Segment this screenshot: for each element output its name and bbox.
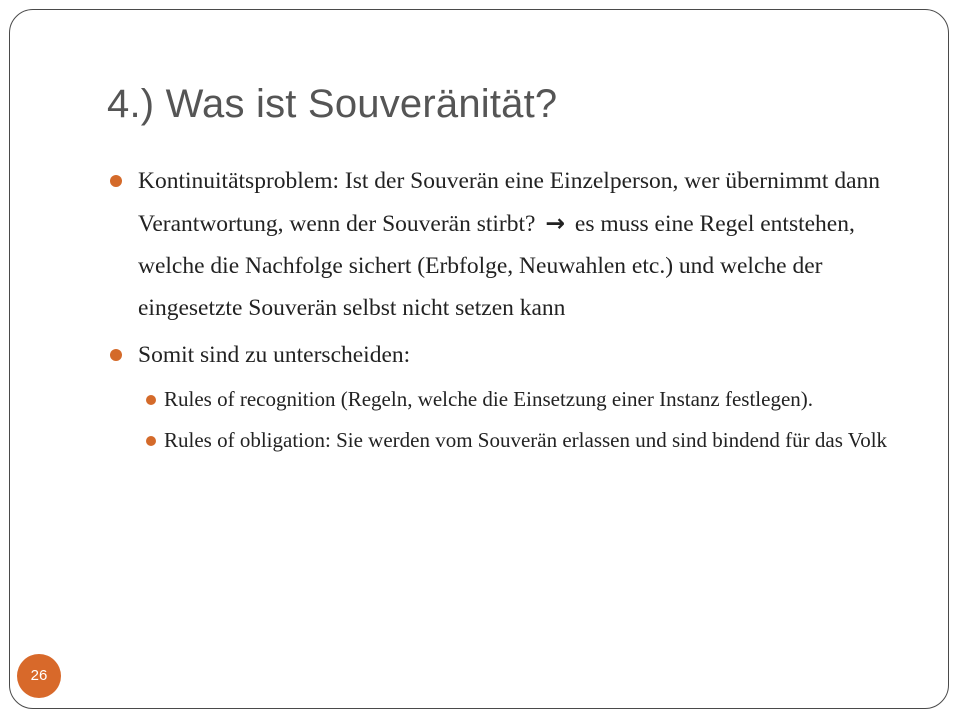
bullet-dot-icon: [146, 395, 156, 405]
bullet-item: [108, 334, 888, 376]
slide-number-badge: 26: [17, 654, 61, 698]
slide-title: 4.) Was ist Souveränität?: [107, 82, 558, 126]
sub-bullet-text: Rules of obligation: Sie werden vom Souverän erlassen und sind bindend für das Volk: [164, 428, 888, 452]
bullet-dot-icon: [146, 436, 156, 446]
sub-bullet-item: [144, 422, 888, 459]
bullet-item: [108, 160, 888, 329]
bullet-dot-icon: [110, 175, 122, 187]
sub-bullet-text: Rules of recognition (Regeln, welche die Einsetzung einer Instanz festlegen).: [164, 387, 814, 411]
slide-content: [108, 160, 888, 463]
bullet-text-continued: es muss eine Regel entstehen, welche die Nachfolge sichert (Erbfolge, Neuwahlen etc.) und welche der eingesetzte Souverän selbst nicht setzen kann: [138, 211, 855, 321]
arrow-right-icon: →: [545, 209, 566, 237]
bullet-dot-icon: [110, 349, 122, 361]
bullet-text: Kontinuitätsproblem: Ist der Souverän eine Einzelperson, wer übernimmt dann Verantwortung, wenn der Souverän stirbt?: [138, 168, 881, 237]
bullet-text: Somit sind zu unterscheiden:: [138, 342, 411, 368]
sub-bullet-item: [144, 381, 888, 418]
